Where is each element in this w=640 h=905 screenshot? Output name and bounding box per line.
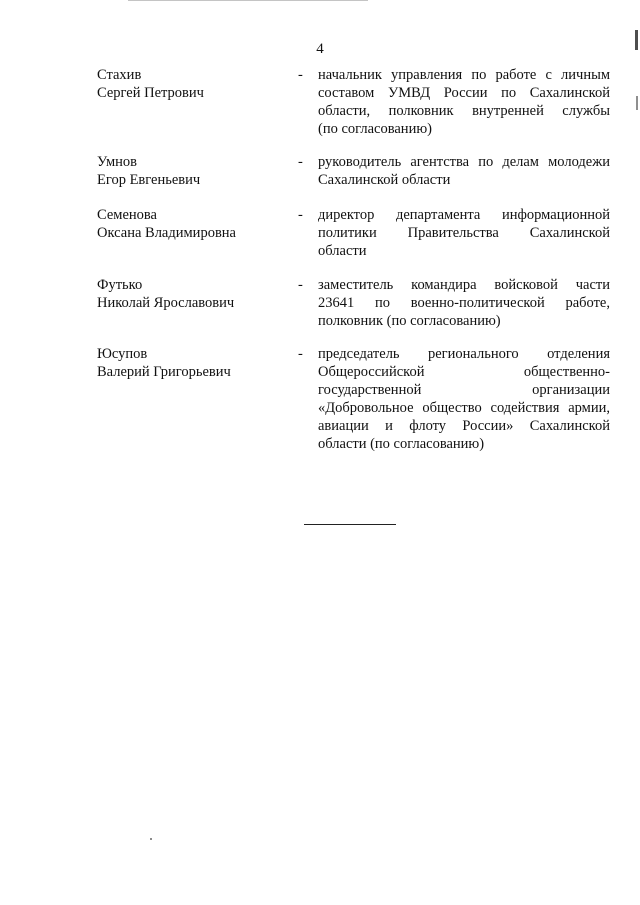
position-line: области (318, 243, 367, 259)
member-given-names: Оксана Владимировна (97, 225, 236, 241)
position-line: политики Правительства Сахалинской (318, 225, 610, 241)
position-line: директор департамента информационной (318, 207, 610, 223)
position-line: начальник управления по работе с личным (318, 67, 610, 83)
position-line: государственной организации (318, 382, 610, 398)
position-line: (по согласованию) (318, 121, 432, 137)
entry-dash: - (298, 67, 303, 83)
position-line: 23641 по военно-политической работе, (318, 295, 610, 311)
member-position (318, 206, 610, 260)
scan-margin-mark (636, 96, 638, 110)
position-line: председатель регионального отделения (318, 346, 610, 362)
entry-dash: - (298, 154, 303, 170)
member-surname: Умнов (97, 154, 138, 170)
position-line: Общероссийской общественно- (318, 364, 610, 380)
position-line: руководитель агентства по делам молодежи (318, 154, 610, 170)
scan-edge-line (128, 0, 368, 1)
position-line: составом УМВД России по Сахалинской (318, 85, 610, 101)
member-name (97, 345, 287, 381)
member-surname: Семенова (97, 207, 157, 223)
entry-dash: - (298, 346, 303, 362)
member-name (97, 276, 287, 312)
entry-dash: - (298, 277, 303, 293)
position-line: Сахалинской области (318, 172, 451, 188)
member-position (318, 276, 610, 330)
member-surname: Юсупов (97, 346, 148, 362)
member-name (97, 66, 287, 102)
member-given-names: Сергей Петрович (97, 85, 204, 101)
position-line: заместитель командира войсковой части (318, 277, 610, 293)
page-number: 4 (316, 41, 324, 57)
member-name (97, 206, 287, 242)
member-surname: Футько (97, 277, 143, 293)
position-line: области, полковник внутренней службы (318, 103, 610, 119)
position-line: полковник (по согласованию) (318, 313, 501, 329)
member-given-names: Егор Евгеньевич (97, 172, 201, 188)
member-name (97, 153, 287, 189)
scan-speck (150, 838, 152, 840)
closing-divider (304, 524, 396, 525)
position-line: авиации и флоту России» Сахалинской (318, 418, 610, 434)
member-position (318, 345, 610, 453)
member-given-names: Валерий Григорьевич (97, 364, 231, 380)
entry-dash: - (298, 207, 303, 223)
position-line: области (по согласованию) (318, 436, 485, 452)
position-line: «Добровольное общество содействия армии, (318, 400, 610, 416)
member-position (318, 66, 610, 138)
member-given-names: Николай Ярославович (97, 295, 235, 311)
member-position (318, 153, 610, 189)
member-surname: Стахив (97, 67, 142, 83)
